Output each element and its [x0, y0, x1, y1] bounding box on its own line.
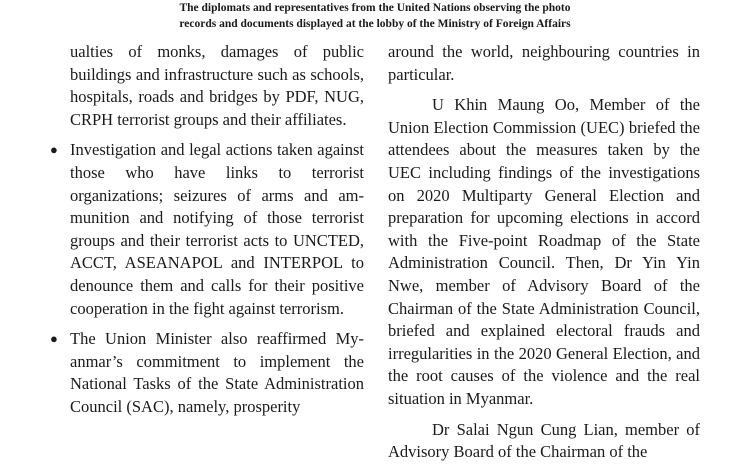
photo-caption: [0, 0, 750, 32]
paragraph-advisory-board: Dr Salai Ngun Cung Lian, member of Advisory Board of the Chairman of the: [388, 419, 700, 462]
right-column: [388, 41, 700, 464]
bullet-text: The Union Minister also reaffirmed Myanmar’s commitment to implement the National Tasks of the State Administration Council (SAC), namely, prosperity: [70, 329, 364, 416]
caption-line-2: records and documents displayed at the lobby of the Ministry of Foreign Affairs: [179, 18, 571, 30]
bullet-item-investigation: [48, 139, 364, 320]
continued-paragraph: ualties of monks, damages of public buildings and infrastructure such as schools, hospitals, roads and bridges by PDF, NUG, CRPH terrorist groups and their affiliates.: [70, 42, 364, 129]
bullet-icon: ●: [50, 142, 58, 158]
continued-paragraph: around the world, neighbouring countries in particular.: [388, 42, 700, 84]
paragraph-uec-briefing: U Khin Maung Oo, Member of the Union Election Commission (UEC) briefed the attendees about the measures taken by the UEC including findings of the investigations on 2020 Multiparty General Election and preparation for upcoming elections in accord with the Five-point Roadmap of the State Administration Council. Then, Dr Yin Yin Nwe, member of Advisory Board of the Chairman of the State Administration Council, briefed and explained electoral frauds and irregularities in the 2020 General Election, and the root causes of the violence and the real situation in Myanmar.: [388, 95, 700, 408]
caption-line-1: The diplomats and representatives from the United Nations observing the photo: [179, 2, 571, 14]
bullet-icon: ●: [50, 331, 58, 347]
bullet-text: Investigation and legal actions taken against those who have links to terrorist organizations; seizures of arms and ammunition and notifying of those terrorist groups and their terrorist acts to UNCTED, ACCT, ASEANAPOL and INTERPOL to denounce them and calls for their positive cooperation in the fight against terrorism.: [70, 140, 364, 318]
bullet-item-commitment: [48, 328, 364, 418]
left-column: [48, 41, 364, 419]
